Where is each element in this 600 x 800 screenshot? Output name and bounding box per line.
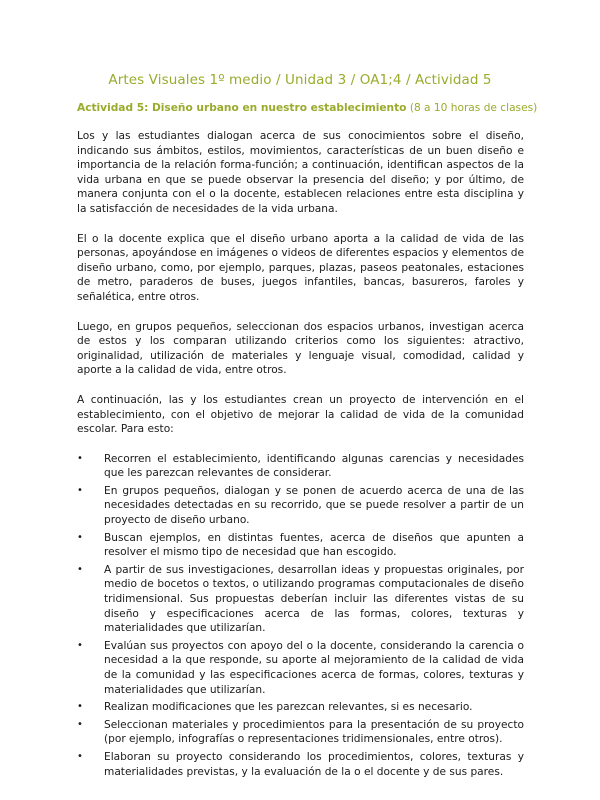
list-item — [77, 639, 524, 697]
list-item-text: Elaboran su proyecto considerando los procedimientos, colores, texturas y materialidades previstas, y la evaluación de la o el docente y de sus pares. — [104, 750, 524, 778]
list-item — [77, 750, 524, 779]
bullet-icon: • — [77, 750, 83, 762]
activity-title-text: Actividad 5: Diseño urbano en nuestro establecimiento — [77, 102, 407, 114]
steps-list — [77, 452, 524, 779]
list-item — [77, 563, 524, 636]
list-item-text: Evalúan sus proyectos con apoyo del o la docente, considerando la carencia o necesidad a la que responde, su aporte al mejoramiento de la calidad de vida de la comunidad y las especificaciones acerca de formas, colores, texturas y materialidades que utilizarían. — [104, 639, 524, 696]
list-item-text: Seleccionan materiales y procedimientos para la presentación de su proyecto (por ejemplo, infografías o representaciones tridimensionales, entre otros). — [104, 718, 524, 746]
document-body — [77, 129, 524, 782]
list-item — [77, 700, 524, 715]
bullet-icon: • — [77, 484, 83, 496]
list-item — [77, 531, 524, 560]
bullet-icon: • — [77, 639, 83, 651]
list-item — [77, 484, 524, 528]
list-item — [77, 718, 524, 747]
activity-title — [77, 102, 538, 114]
bullet-icon: • — [77, 718, 83, 730]
list-item — [77, 452, 524, 481]
list-item-text: A partir de sus investigaciones, desarrollan ideas y propuestas originales, por medio de bocetos o textos, o utilizando programas computacionales de diseño tridimensional. Sus propuestas deberían incluir las diferentes vistas de su diseño y especificaciones acerca de las formas, colores, texturas y materialidades que utilizarían. — [104, 563, 524, 635]
activity-hours: (8 a 10 horas de clases) — [409, 102, 538, 114]
bullet-icon: • — [77, 531, 83, 543]
list-item-text: Recorren el establecimiento, identificando algunas carencias y necesidades que les parezcan relevantes de considerar. — [104, 452, 524, 480]
bullet-icon: • — [77, 452, 83, 464]
bullet-icon: • — [77, 701, 83, 713]
paragraph: A continuación, las y los estudiantes crean un proyecto de intervención en el establecimiento, con el objetivo de mejorar la calidad de vida de la comunidad escolar. Para esto: — [77, 393, 524, 436]
list-item-text: Realizan modificaciones que les parezcan relevantes, si es necesario. — [104, 701, 473, 714]
list-item-text: En grupos pequeños, dialogan y se ponen de acuerdo acerca de una de las necesidades detectadas en su recorrido, que se puede resolver a partir de un proyecto de diseño urbano. — [104, 484, 524, 527]
paragraph: Luego, en grupos pequeños, seleccionan dos espacios urbanos, investigan acerca de estos y los comparan utilizando criterios como los siguientes: atractivo, originalidad, utilización de materiales y lenguaje visual, comodidad, calidad y aporte a la calidad de vida, entre otros. — [77, 320, 524, 377]
paragraph: El o la docente explica que el diseño urbano aporta a la calidad de vida de las personas, apoyándose en imágenes o videos de diferentes espacios y elementos de diseño urbano, como, por ejemplo, parques, plazas, paseos peatonales, estaciones de metro, paraderos de buses, juegos infantiles, bancas, basureros, faroles y señalética, entre otros. — [77, 232, 524, 303]
bullet-icon: • — [77, 563, 83, 575]
paragraph: Los y las estudiantes dialogan acerca de sus conocimientos sobre el diseño, indicando sus ámbitos, estilos, movimientos, características de un buen diseño e importancia de la relación forma-función; a continuación, identifican aspectos de la vida urbana en que se puede observar la presencia del diseño; y por último, de manera conjunta con el o la docente, establecen relaciones entre esta disciplina y la satisfacción de necesidades de la vida urbana. — [77, 130, 524, 215]
page-header: Artes Visuales 1º medio / Unidad 3 / OA1;4 / Actividad 5 — [108, 72, 492, 88]
list-item-text: Buscan ejemplos, en distintas fuentes, acerca de diseños que apunten a resolver el mismo tipo de necesidad que han escogido. — [104, 531, 524, 559]
